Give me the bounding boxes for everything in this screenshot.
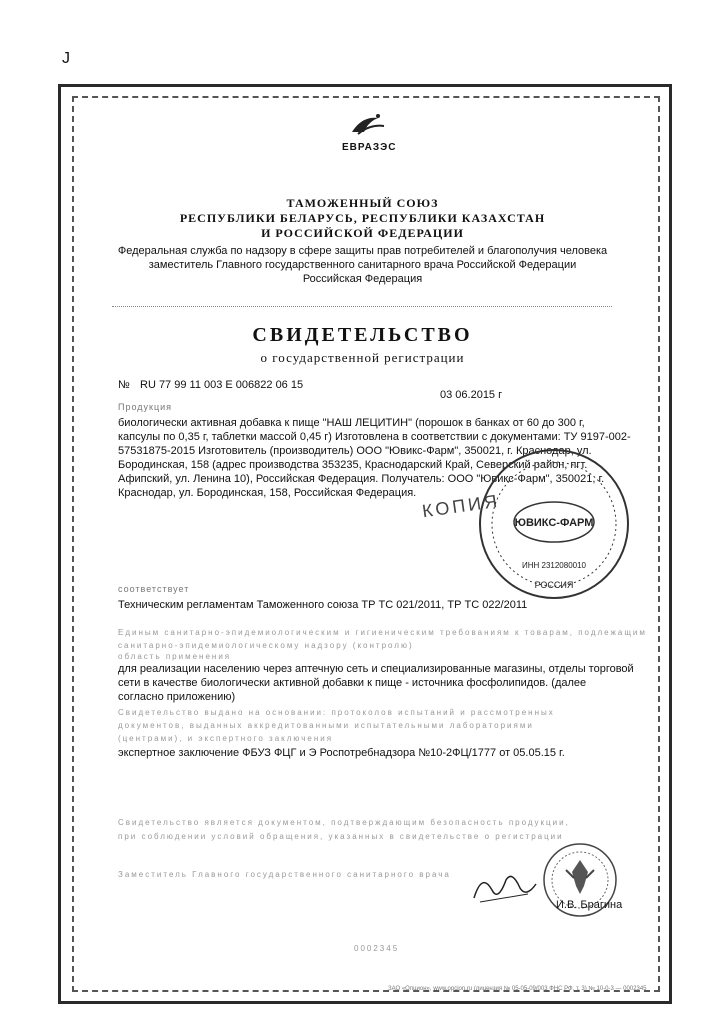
basis-faint-line: (центрами), и экспертного заключения — [118, 734, 334, 743]
authority-line-1: Федеральная служба по надзору в сфере защиты прав потребителей и благополучия человека — [117, 245, 608, 257]
product-line: капсулы по 0,35 г, таблетки массой 0,45 г) Изготовлена в соответствии с документами: ТУ 9197-002- — [118, 431, 631, 443]
copy-mark: КОПИЯ — [420, 490, 502, 522]
stamp-inn: ИНН 2312080010 — [521, 561, 587, 570]
logo-text: ЕВРАЗЭС — [342, 142, 397, 153]
header-line-2: РЕСПУБЛИКИ БЕЛАРУСЬ, РЕСПУБЛИКИ КАЗАХСТАН — [179, 211, 546, 225]
scope-line: сети в качестве биологически активной добавки к пище - источника фосфолипидов. (далее — [118, 677, 587, 689]
authority-line-2: заместитель Главного государственного санитарного врача Российской Федерации — [148, 259, 577, 271]
product-label: Продукция — [118, 402, 173, 412]
basis-faint-line: Свидетельство выдано на основании: протоколов испытаний и рассмотренных — [118, 708, 555, 717]
signature — [470, 868, 540, 908]
authority-line-3: Российская Федерация — [302, 273, 423, 285]
product-line: биологически активная добавка к пище "НАШ ЛЕЦИТИН" (порошок в банках от 60 до 300 г, — [118, 417, 585, 429]
scope-faint-line: Единым санитарно-эпидемиологическим и гигиеническим требованиям к товарам, подлежащим — [118, 628, 647, 637]
footer-faint-line: Заместитель Главного государственного санитарного врача — [118, 870, 451, 879]
scope-line: для реализации населению через аптечную сеть и специализированные магазины, отделы торговой — [118, 663, 634, 675]
registration-number: RU 77 99 11 003 E 006822 06 15 — [140, 379, 304, 391]
compliance-label: соответствует — [118, 584, 190, 594]
compliance-text: Техническим регламентам Таможенного союза ТР ТС 021/2011, ТР ТС 022/2011 — [118, 599, 528, 611]
corner-mark: J — [62, 50, 70, 67]
product-line: Афипский, ул. Ленина 10), Российская Федерация. Получатель: ООО "Ювикс-Фарм", 350021, г. — [118, 473, 605, 485]
product-line: 57531875-2015 Изготовитель (производитель) ООО "Ювикс-Фарм", 350021, г. Краснодар, ул. — [118, 445, 592, 457]
product-line: Краснодар, ул. Бородинская, 158, Российская Федерация. — [118, 487, 417, 499]
printer-info: ЗАО «Опцион», www.opcion.ru (лицензия № 05-05-09/003 ФНС РФ, т. 3) № 10-0-3 — 0002345 — [388, 986, 647, 992]
header-line-1: ТАМОЖЕННЫЙ СОЮЗ — [286, 196, 439, 210]
registration-date: 03 06.2015 г — [440, 389, 503, 401]
divider — [112, 306, 612, 307]
document-title: СВИДЕТЕЛЬСТВО — [252, 324, 473, 346]
footer-faint-line: Свидетельство является документом, подтверждающим безопасность продукции, — [118, 818, 570, 827]
signer-name: И.В. Брагина — [556, 899, 623, 911]
company-seal-stamp — [474, 444, 634, 604]
document-subtitle: о государственной регистрации — [260, 350, 465, 365]
scope-faint-line: область применения — [118, 652, 232, 661]
serial-number: 0002345 — [354, 944, 400, 953]
scope-line: согласно приложению) — [118, 691, 236, 703]
basis-faint-line: документов, выданных аккредитованными испытательными лабораториями — [118, 721, 534, 730]
stamp-company-name: ЮВИКС-ФАРМ — [514, 517, 594, 529]
basis-line: экспертное заключение ФБУЗ ФЦГ и Э Роспотребнадзора №10-2ФЦ/1777 от 05.05.15 г. — [118, 747, 565, 759]
product-line: Бородинская, 158 (адрес производства 353235, Краснодарский Край, Северский район, пгт. — [118, 459, 588, 471]
stamp-country: РОССИЯ — [534, 580, 574, 590]
eurasec-logo-icon — [348, 110, 388, 140]
registration-number-label: № — [118, 379, 130, 391]
header-line-3: И РОССИЙСКОЙ ФЕДЕРАЦИИ — [261, 226, 464, 240]
scope-faint-line: санитарно-эпидемиологическому надзору (контролю) — [118, 641, 414, 650]
footer-faint-line: при соблюдении условий обращения, указанных в свидетельстве о регистрации — [118, 832, 564, 841]
